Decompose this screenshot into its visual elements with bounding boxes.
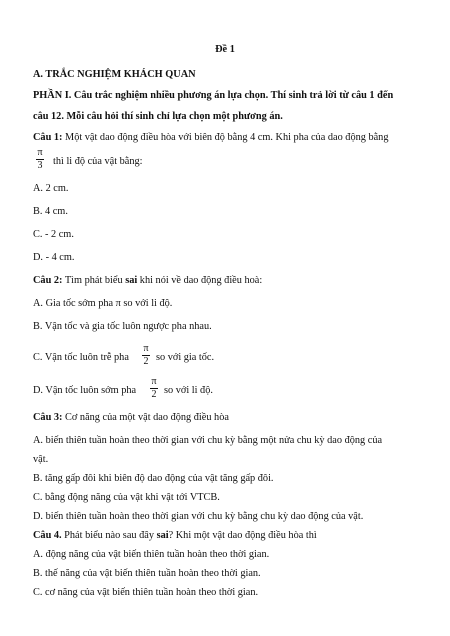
part1-instruction-line1: PHẦN I. Câu trắc nghiệm nhiều phương án lựa chọn. Thí sinh trả lời từ câu 1 đến bbox=[33, 90, 394, 101]
question-4: Câu 4. Phát biểu nào sau đây sai? Khi một vật dao động điều hòa thì bbox=[33, 530, 317, 541]
question-3-option-b: B. tăng gấp đôi khi biên độ dao động của vật tăng gấp đôi. bbox=[33, 473, 274, 484]
question-1-fraction bbox=[36, 148, 44, 171]
question-4-option-a: A. động năng của vật biến thiên tuần hoàn theo thời gian. bbox=[33, 549, 270, 560]
question-1-option-a: A. 2 cm. bbox=[33, 183, 69, 194]
question-1-option-c: C. - 2 cm. bbox=[33, 229, 74, 240]
fraction-denominator: 2 bbox=[143, 356, 149, 367]
question-1-option-d: D. - 4 cm. bbox=[33, 252, 75, 263]
question-1-label: Câu 1: bbox=[33, 132, 63, 143]
question-2-option-c-fraction bbox=[142, 344, 150, 367]
question-2-option-d-fraction bbox=[150, 377, 158, 400]
question-4-option-b: B. thế năng của vật biến thiên tuần hoàn theo thời gian. bbox=[33, 568, 261, 579]
question-2-option-b: B. Vận tốc và gia tốc luôn ngược pha nhau. bbox=[33, 321, 212, 332]
question-3-option-c: C. bằng động năng của vật khi vật tới VTCB. bbox=[33, 492, 220, 503]
section-heading: A. TRẮC NGHIỆM KHÁCH QUAN bbox=[33, 69, 196, 80]
fraction-numerator: π bbox=[143, 343, 149, 354]
question-2-option-a: A. Gia tốc sớm pha π so với li độ. bbox=[33, 298, 173, 309]
question-2-label: Câu 2: bbox=[33, 275, 63, 286]
question-2-emphasis: sai bbox=[125, 275, 138, 286]
exam-title: Đề 1 bbox=[215, 44, 235, 55]
question-3-text: Cơ năng của một vật dao động điều hòa bbox=[62, 412, 229, 423]
question-1-option-b: B. 4 cm. bbox=[33, 206, 68, 217]
question-2-option-d-pre: D. Vận tốc luôn sớm pha bbox=[33, 385, 137, 396]
question-1 bbox=[33, 132, 388, 144]
question-2: Câu 2: Tìm phát biểu sai khi nói về dao động điều hoà: bbox=[33, 275, 263, 286]
question-1-text: Một vật dao động điều hòa với biên độ bằng 4 cm. Khi pha của dao động bằng bbox=[62, 132, 389, 143]
fraction-denominator: 3 bbox=[37, 160, 43, 171]
question-3-option-a: A. biến thiên tuần hoàn theo thời gian với chu kỳ bằng một nửa chu kỳ dao động của bbox=[33, 435, 383, 446]
fraction-numerator: π bbox=[37, 147, 43, 158]
question-3-option-a-cont: vật. bbox=[33, 454, 49, 465]
question-3-option-d: D. biến thiên tuần hoàn theo thời gian với chu kỳ bằng chu kỳ dao động của vật. bbox=[33, 511, 364, 522]
question-4-option-c: C. cơ năng của vật biến thiên tuần hoàn theo thời gian. bbox=[33, 587, 259, 598]
question-3 bbox=[33, 412, 229, 424]
question-4-label: Câu 4. bbox=[33, 530, 62, 541]
question-2-option-c-post: so với gia tốc. bbox=[156, 352, 215, 363]
question-2-option-d-post: so với li độ. bbox=[164, 385, 213, 396]
question-2-option-c-pre: C. Vận tốc luôn trễ pha bbox=[33, 352, 129, 363]
fraction-denominator: 2 bbox=[151, 389, 157, 400]
part1-instruction-line2: câu 12. Mỗi câu hỏi thí sinh chỉ lựa chọn một phương án. bbox=[33, 111, 283, 122]
question-4-emphasis: sai bbox=[156, 530, 169, 541]
question-3-label: Câu 3: bbox=[33, 412, 63, 423]
fraction-numerator: π bbox=[151, 376, 157, 387]
question-1-text-cont: thì li độ của vật bằng: bbox=[53, 156, 143, 167]
